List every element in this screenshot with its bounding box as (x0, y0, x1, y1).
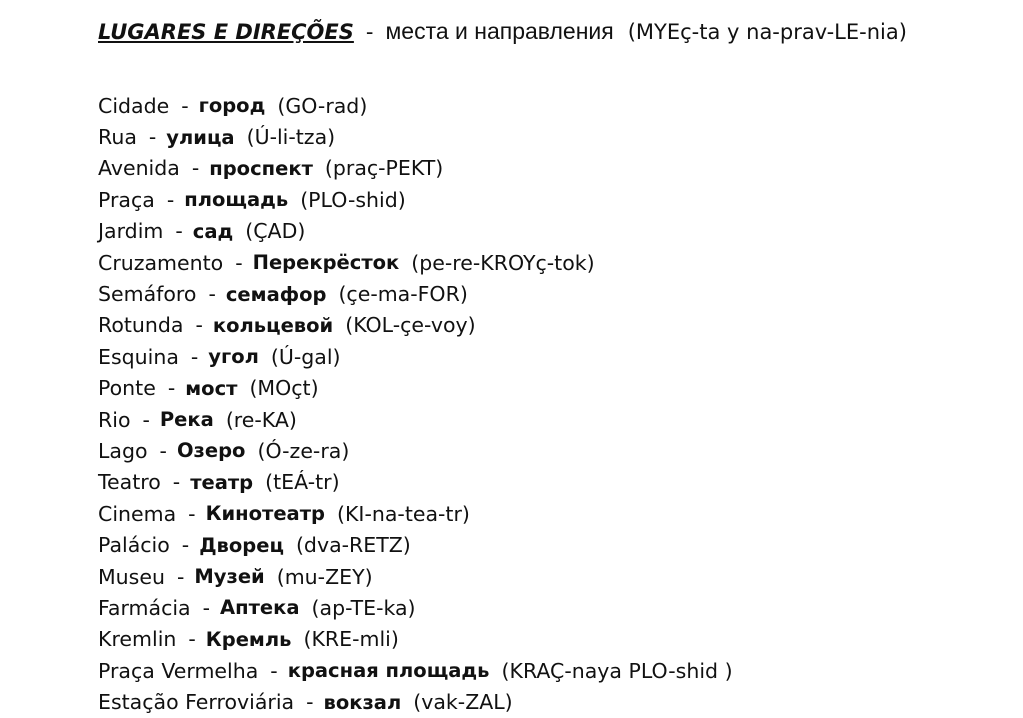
vocab-entry (98, 373, 733, 404)
vocab-entry (98, 341, 733, 372)
portuguese-word: Semáforo (98, 282, 197, 307)
pronunciation: (KI-na-tea-tr) (336, 501, 470, 526)
vocab-entry (98, 121, 733, 152)
pronunciation: (Ú-gal) (270, 344, 341, 369)
pronunciation: (KRAÇ-naya PLO-shid ) (501, 658, 733, 683)
portuguese-word: Jardim (98, 219, 164, 244)
portuguese-word: Rua (98, 125, 137, 150)
portuguese-word: Rotunda (98, 313, 184, 338)
russian-word: город (198, 94, 266, 118)
russian-word: Музей (194, 565, 265, 589)
portuguese-word: Estação Ferroviária (98, 690, 295, 715)
entry-dash: - (172, 470, 181, 495)
vocab-entry (98, 686, 733, 717)
russian-word: вокзал (323, 690, 402, 714)
entry-dash: - (188, 627, 196, 652)
entry-dash: - (142, 407, 150, 432)
vocab-entry (98, 655, 733, 686)
portuguese-word: Rio (98, 407, 131, 432)
pronunciation: (GO-rad) (277, 93, 368, 118)
vocab-entry (98, 90, 733, 121)
russian-word: Кремль (205, 627, 292, 651)
russian-word: Река (159, 408, 214, 432)
pronunciation: (vak-ZAL) (413, 690, 513, 715)
russian-word: семафор (225, 282, 327, 306)
russian-word: сад (192, 219, 234, 243)
pronunciation: (praç-PEKT) (324, 156, 444, 181)
vocab-entry (98, 247, 733, 278)
vocab-entry (98, 467, 733, 498)
vocab-entry (98, 278, 733, 309)
entry-dash: - (167, 376, 176, 401)
russian-word: улица (166, 125, 235, 149)
entry-dash: - (202, 595, 211, 620)
portuguese-word: Farmácia (98, 595, 191, 620)
vocab-entry (98, 498, 733, 529)
entry-dash: - (175, 219, 183, 244)
russian-word: красная площадь (287, 659, 490, 683)
portuguese-word: Praça Vermelha (98, 658, 259, 683)
pronunciation: (Ó-ze-ra) (257, 438, 350, 463)
portuguese-word: Cidade (98, 93, 170, 118)
vocab-entry (98, 592, 733, 623)
entry-dash: - (208, 282, 216, 307)
portuguese-word: Ponte (98, 376, 156, 401)
russian-word: угол (208, 345, 259, 369)
entry-dash: - (270, 658, 278, 683)
portuguese-word: Kremlin (98, 627, 177, 652)
entry-dash: - (190, 344, 199, 369)
pronunciation: (PLO-shid) (300, 187, 406, 212)
russian-word: Перекрёсток (252, 251, 400, 275)
vocab-entry (98, 310, 733, 341)
entry-dash: - (148, 125, 157, 150)
entry-dash: - (191, 156, 200, 181)
portuguese-word: Museu (98, 564, 165, 589)
portuguese-word: Lago (98, 438, 148, 463)
pronunciation: (KOL-çe-voy) (345, 313, 476, 338)
vocab-entry (98, 435, 733, 466)
russian-word: Аптека (220, 596, 300, 620)
pronunciation: (Ú-li-tza) (246, 125, 336, 150)
portuguese-word: Avenida (98, 156, 180, 181)
vocabulary-list (98, 90, 733, 718)
pronunciation: (pe-re-KROYç-tok) (411, 250, 595, 275)
pronunciation: (ap-TE-ka) (311, 595, 416, 620)
vocab-entry (98, 404, 733, 435)
pronunciation: (çe-ma-FOR) (338, 282, 468, 307)
vocab-entry (98, 624, 733, 655)
pronunciation: (dva-RETZ) (295, 533, 411, 558)
vocab-entry (98, 216, 733, 247)
entry-dash: - (181, 533, 190, 558)
russian-word: проспект (209, 156, 313, 180)
title-russian: места и направления (385, 18, 614, 44)
entry-dash: - (176, 564, 185, 589)
entry-dash: - (235, 250, 243, 275)
entry-dash: - (166, 187, 175, 212)
russian-word: мост (185, 376, 238, 400)
vocab-entry (98, 529, 733, 560)
russian-word: кольцевой (212, 313, 334, 337)
vocab-entry (98, 561, 733, 592)
portuguese-word: Teatro (98, 470, 161, 495)
entry-dash: - (159, 438, 167, 463)
header (98, 18, 907, 45)
portuguese-word: Esquina (98, 344, 179, 369)
title-pronunciation: (MYEç-ta y na-prav-LE-nia) (627, 20, 907, 44)
pronunciation: (ÇAD) (245, 219, 306, 244)
pronunciation: (mu-ZEY) (276, 564, 373, 589)
pronunciation: (MOçt) (249, 376, 319, 401)
entry-dash: - (181, 93, 189, 118)
russian-word: площадь (184, 188, 289, 212)
entry-dash: - (306, 690, 314, 715)
page-title: LUGARES E DIREÇÕES (98, 20, 354, 44)
russian-word: Кинотеатр (205, 502, 325, 526)
vocab-entry (98, 184, 733, 215)
pronunciation: (re-KA) (225, 407, 297, 432)
vocab-entry (98, 153, 733, 184)
portuguese-word: Palácio (98, 533, 170, 558)
entry-dash: - (188, 501, 196, 526)
portuguese-word: Praça (98, 187, 155, 212)
pronunciation: (tEÁ-tr) (265, 470, 340, 495)
russian-word: Дворец (199, 533, 284, 557)
entry-dash: - (195, 313, 203, 338)
portuguese-word: Cinema (98, 501, 177, 526)
portuguese-word: Cruzamento (98, 250, 224, 275)
russian-word: театр (190, 470, 254, 494)
title-separator: - (365, 20, 374, 44)
russian-word: Озеро (176, 439, 246, 463)
pronunciation: (KRE-mli) (303, 627, 399, 652)
